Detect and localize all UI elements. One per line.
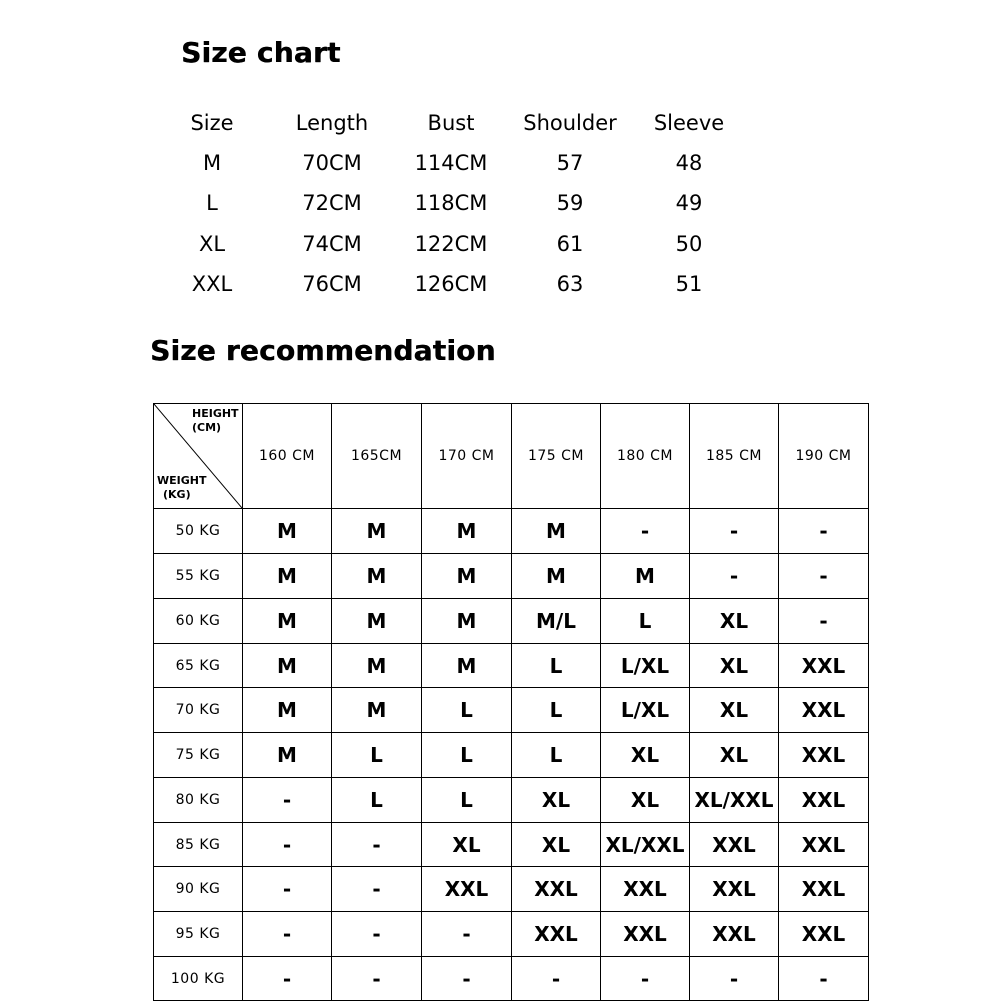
size-recommendation-title: Size recommendation xyxy=(150,334,496,367)
size-recommendation-cell: XXL xyxy=(601,912,690,957)
size-recommendation-cell: L xyxy=(422,688,512,733)
size-recommendation-cell: XL xyxy=(690,733,779,778)
size-recommendation-cell: - xyxy=(601,957,690,1001)
size-recommendation-cell: M xyxy=(422,599,512,644)
size-recommendation-cell: - xyxy=(422,912,512,957)
size-chart-cell: 76CM xyxy=(302,272,362,296)
weight-row-header: 70 KG xyxy=(154,688,243,733)
table-row xyxy=(154,957,869,1001)
size-recommendation-cell: XL/XXL xyxy=(601,823,690,867)
size-chart-header: Shoulder xyxy=(523,111,617,135)
size-recommendation-cell: XXL xyxy=(690,823,779,867)
table-body xyxy=(154,509,869,1001)
size-recommendation-cell: L/XL xyxy=(601,688,690,733)
size-recommendation-cell: - xyxy=(512,957,601,1001)
size-recommendation-cell: L xyxy=(332,733,422,778)
table-header-row xyxy=(154,404,869,509)
size-chart-header: Length xyxy=(295,111,369,135)
weight-row-header: 85 KG xyxy=(154,823,243,867)
height-column-header: 160 CM xyxy=(243,404,332,509)
weight-label-text: WEIGHT xyxy=(157,474,207,487)
size-recommendation-cell: L/XL xyxy=(601,644,690,688)
size-recommendation-cell: XL xyxy=(690,599,779,644)
size-recommendation-cell: XXL xyxy=(779,778,869,823)
weight-row-header: 50 KG xyxy=(154,509,243,554)
size-chart-cell: 59 xyxy=(556,191,584,215)
height-column-header: 170 CM xyxy=(422,404,512,509)
size-recommendation-cell: XXL xyxy=(779,644,869,688)
size-recommendation-cell: - xyxy=(690,957,779,1001)
size-recommendation-cell: - xyxy=(779,957,869,1001)
height-axis-label xyxy=(192,407,239,435)
size-chart-cell: 63 xyxy=(556,272,584,296)
height-column-header: 165CM xyxy=(332,404,422,509)
size-recommendation-cell: L xyxy=(422,733,512,778)
size-chart-cell: XXL xyxy=(191,272,233,296)
height-unit-text: (CM) xyxy=(192,421,222,434)
size-recommendation-cell: XL xyxy=(690,644,779,688)
size-recommendation-cell: XL/XXL xyxy=(690,778,779,823)
size-recommendation-cell: - xyxy=(779,554,869,599)
size-recommendation-cell: - xyxy=(243,823,332,867)
size-recommendation-cell: M xyxy=(422,554,512,599)
weight-unit-text: (KG) xyxy=(163,488,191,501)
size-chart-header: Bust xyxy=(427,111,475,135)
size-recommendation-cell: - xyxy=(332,823,422,867)
size-recommendation-cell: M xyxy=(243,599,332,644)
size-recommendation-cell: M xyxy=(422,644,512,688)
weight-row-header: 100 KG xyxy=(154,957,243,1001)
table-row xyxy=(154,733,869,778)
weight-row-header: 60 KG xyxy=(154,599,243,644)
size-chart-cell: 49 xyxy=(675,191,703,215)
size-recommendation-cell: M xyxy=(601,554,690,599)
height-column-header: 175 CM xyxy=(512,404,601,509)
size-recommendation-cell: XXL xyxy=(690,912,779,957)
table-row xyxy=(154,509,869,554)
size-chart-cell: M xyxy=(202,151,222,175)
size-recommendation-cell: XXL xyxy=(601,867,690,912)
size-recommendation-cell: - xyxy=(779,509,869,554)
size-recommendation-cell: - xyxy=(332,957,422,1001)
size-recommendation-cell: - xyxy=(243,867,332,912)
size-recommendation-cell: M/L xyxy=(512,599,601,644)
size-chart-cell: 114CM xyxy=(414,151,488,175)
size-chart-cell: 50 xyxy=(675,232,703,256)
height-column-header: 185 CM xyxy=(690,404,779,509)
weight-row-header: 65 KG xyxy=(154,644,243,688)
size-chart-header: Sleeve xyxy=(653,111,725,135)
table-row xyxy=(154,599,869,644)
size-chart-cell: 72CM xyxy=(302,191,362,215)
size-chart-cell: 70CM xyxy=(302,151,362,175)
size-recommendation-cell: L xyxy=(422,778,512,823)
table-row xyxy=(154,688,869,733)
size-chart-cell: 57 xyxy=(556,151,584,175)
size-recommendation-cell: XXL xyxy=(779,912,869,957)
table-row xyxy=(154,778,869,823)
size-chart-cell: 51 xyxy=(675,272,703,296)
size-recommendation-cell: - xyxy=(332,912,422,957)
weight-row-header: 95 KG xyxy=(154,912,243,957)
size-recommendation-cell: XXL xyxy=(779,867,869,912)
size-recommendation-cell: L xyxy=(512,688,601,733)
size-recommendation-cell: - xyxy=(779,599,869,644)
size-recommendation-cell: - xyxy=(690,554,779,599)
weight-row-header: 90 KG xyxy=(154,867,243,912)
size-chart-cell: 126CM xyxy=(414,272,488,296)
size-recommendation-cell: M xyxy=(243,644,332,688)
size-recommendation-cell: M xyxy=(332,509,422,554)
size-recommendation-cell: M xyxy=(512,509,601,554)
size-recommendation-cell: - xyxy=(243,957,332,1001)
size-recommendation-cell: XL xyxy=(601,778,690,823)
corner-header-cell xyxy=(154,404,243,509)
size-recommendation-cell: - xyxy=(243,778,332,823)
size-chart-title: Size chart xyxy=(181,36,341,69)
size-chart-cell: 118CM xyxy=(414,191,488,215)
weight-axis-label xyxy=(157,474,206,502)
size-recommendation-cell: - xyxy=(690,509,779,554)
size-recommendation-cell: XL xyxy=(601,733,690,778)
size-recommendation-cell: XL xyxy=(422,823,512,867)
size-chart-cell: L xyxy=(206,191,218,215)
size-recommendation-cell: - xyxy=(422,957,512,1001)
height-column-header: 180 CM xyxy=(601,404,690,509)
size-recommendation-cell: M xyxy=(332,599,422,644)
size-recommendation-cell: XXL xyxy=(779,733,869,778)
height-label-text: HEIGHT xyxy=(192,407,239,420)
size-recommendation-cell: - xyxy=(332,867,422,912)
size-recommendation-cell: M xyxy=(422,509,512,554)
size-recommendation-cell: L xyxy=(512,733,601,778)
size-recommendation-cell: XXL xyxy=(512,867,601,912)
height-column-header: 190 CM xyxy=(779,404,869,509)
size-recommendation-cell: M xyxy=(332,688,422,733)
size-recommendation-cell: M xyxy=(243,509,332,554)
size-chart-header: Size xyxy=(190,111,234,135)
size-recommendation-cell: XXL xyxy=(512,912,601,957)
size-chart-cell: 48 xyxy=(675,151,703,175)
weight-row-header: 75 KG xyxy=(154,733,243,778)
size-recommendation-cell: L xyxy=(332,778,422,823)
size-recommendation-cell: XXL xyxy=(779,823,869,867)
size-recommendation-cell: XXL xyxy=(690,867,779,912)
size-chart-cell: 122CM xyxy=(414,232,488,256)
size-recommendation-cell: XXL xyxy=(422,867,512,912)
size-recommendation-cell: M xyxy=(512,554,601,599)
size-recommendation-cell: L xyxy=(512,644,601,688)
size-recommendation-cell: M xyxy=(332,644,422,688)
table-row xyxy=(154,912,869,957)
table-row xyxy=(154,554,869,599)
size-recommendation-cell: XL xyxy=(690,688,779,733)
size-recommendation-cell: M xyxy=(243,733,332,778)
size-recommendation-cell: XL xyxy=(512,823,601,867)
size-chart-cell: XL xyxy=(198,232,226,256)
size-recommendation-cell: XL xyxy=(512,778,601,823)
weight-row-header: 80 KG xyxy=(154,778,243,823)
table-row xyxy=(154,644,869,688)
size-chart-cell: 74CM xyxy=(302,232,362,256)
weight-row-header: 55 KG xyxy=(154,554,243,599)
table-row xyxy=(154,823,869,867)
size-recommendation-cell: M xyxy=(332,554,422,599)
size-chart-cell: 61 xyxy=(556,232,584,256)
size-recommendation-cell: M xyxy=(243,554,332,599)
size-recommendation-table xyxy=(153,403,869,1001)
table-row xyxy=(154,867,869,912)
size-recommendation-cell: - xyxy=(243,912,332,957)
size-recommendation-cell: - xyxy=(601,509,690,554)
size-chart xyxy=(0,0,1000,310)
size-recommendation-cell: XXL xyxy=(779,688,869,733)
size-recommendation-cell: L xyxy=(601,599,690,644)
size-recommendation-cell: M xyxy=(243,688,332,733)
